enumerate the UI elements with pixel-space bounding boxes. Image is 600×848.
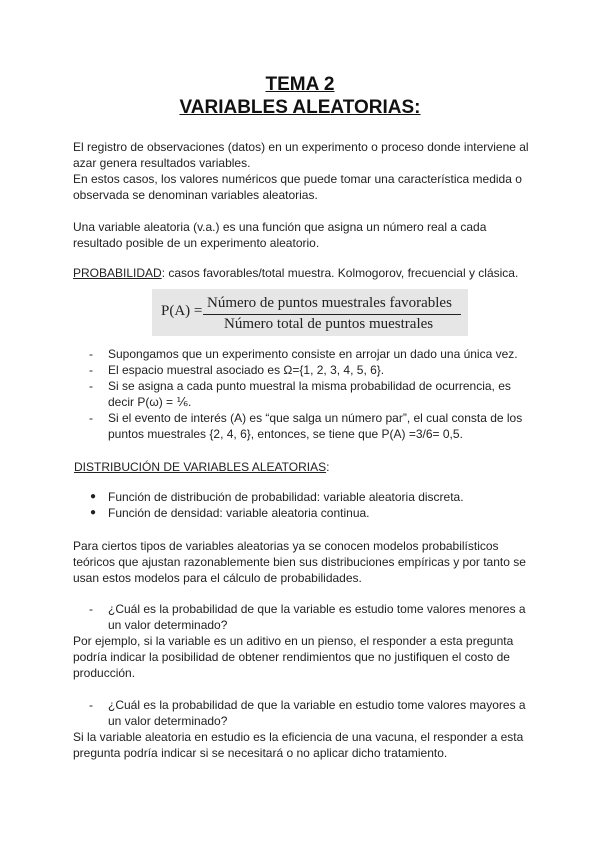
round-bullet-icon: ● bbox=[90, 491, 97, 502]
list-item: Si se asigna a cada punto muestral la misma probabilidad de ocurrencia, es decir P(ω) = ⅙. bbox=[108, 379, 511, 409]
probabilidad-line bbox=[73, 265, 538, 281]
list-item: Si el evento de interés (A) es “que salga un número par”, el cual consta de los puntos muestrales {2, 4, 6}, entonces, se tiene que P(A) =3/6= 0,5. bbox=[108, 411, 523, 441]
question-1: ¿Cuál es la probabilidad de que la variable es estudio tome valores menores a un valor determinado? bbox=[108, 602, 526, 632]
list-item: Supongamos que un experimento consiste en arrojar un dado una única vez. bbox=[108, 347, 518, 361]
list-item: Función de densidad: variable aleatoria continua. bbox=[108, 506, 370, 520]
formula-fraction-bar bbox=[203, 314, 461, 315]
formula-numerator: Número de puntos muestrales favorables bbox=[207, 295, 452, 311]
probabilidad-heading: PROBABILIDAD bbox=[73, 266, 162, 280]
distribucion-line bbox=[74, 459, 539, 475]
formula-denominator: Número total de puntos muestrales bbox=[224, 316, 434, 332]
dash-bullet-icon: - bbox=[89, 411, 93, 425]
dash-bullet-icon: - bbox=[89, 698, 93, 712]
distribucion-paragraph-2: Por ejemplo, si la variable es un aditivo en un pienso, el responder a esta pregunta podría indicar la posibilidad de obtener rendimientos que no justifiquen el costo de producción. bbox=[73, 634, 514, 680]
round-bullet-icon: ● bbox=[90, 507, 97, 518]
probabilidad-text: : casos favorables/total muestra. Kolmogorov, frecuencial y clásica. bbox=[161, 266, 519, 280]
page-subtitle: VARIABLES ALEATORIAS: bbox=[179, 97, 421, 118]
intro-paragraph-1: El registro de observaciones (datos) en un experimento o proceso donde interviene al azar genera resultados variables. bbox=[73, 140, 529, 170]
list-item: Función de distribución de probabilidad: variable aleatoria discreta. bbox=[108, 490, 464, 504]
intro-paragraph-2: En estos casos, los valores numéricos que puede tomar una característica medida o observada se denominan variables aleatorias. bbox=[73, 172, 522, 202]
distribucion-paragraph-1: Para ciertos tipos de variables aleatorias ya se conocen modelos probabilísticos teóricos que ajustan razonablemente bien sus distribuciones empíricas y por tanto se usan estos modelos para el cálculo de probabilidades. bbox=[73, 539, 526, 585]
distribucion-heading: DISTRIBUCIÓN DE VARIABLES ALEATORIAS bbox=[74, 460, 327, 474]
dash-bullet-icon: - bbox=[89, 347, 93, 361]
question-2: ¿Cuál es la probabilidad de que la variable en estudio tome valores mayores a un valor determinado? bbox=[108, 698, 526, 728]
dash-bullet-icon: - bbox=[89, 602, 93, 616]
dash-bullet-icon: - bbox=[89, 363, 93, 377]
intro-paragraph-3: Una variable aleatoria (v.a.) es una función que asigna un número real a cada resultado posible de un experimento aleatorio. bbox=[73, 220, 487, 250]
dash-bullet-icon: - bbox=[89, 379, 93, 393]
page-title: TEMA 2 bbox=[265, 74, 335, 95]
probability-formula bbox=[152, 289, 468, 336]
distribucion-colon: : bbox=[326, 460, 330, 474]
distribucion-paragraph-3: Si la variable aleatoria en estudio es la eficiencia de una vacuna, el responder a esta pregunta podría indicar si se necesitará o no aplicar dicho tratamiento. bbox=[73, 730, 524, 760]
formula-lhs: P(A) = bbox=[161, 303, 203, 319]
list-item: El espacio muestral asociado es Ω={1, 2, 3, 4, 5, 6}. bbox=[108, 363, 385, 377]
